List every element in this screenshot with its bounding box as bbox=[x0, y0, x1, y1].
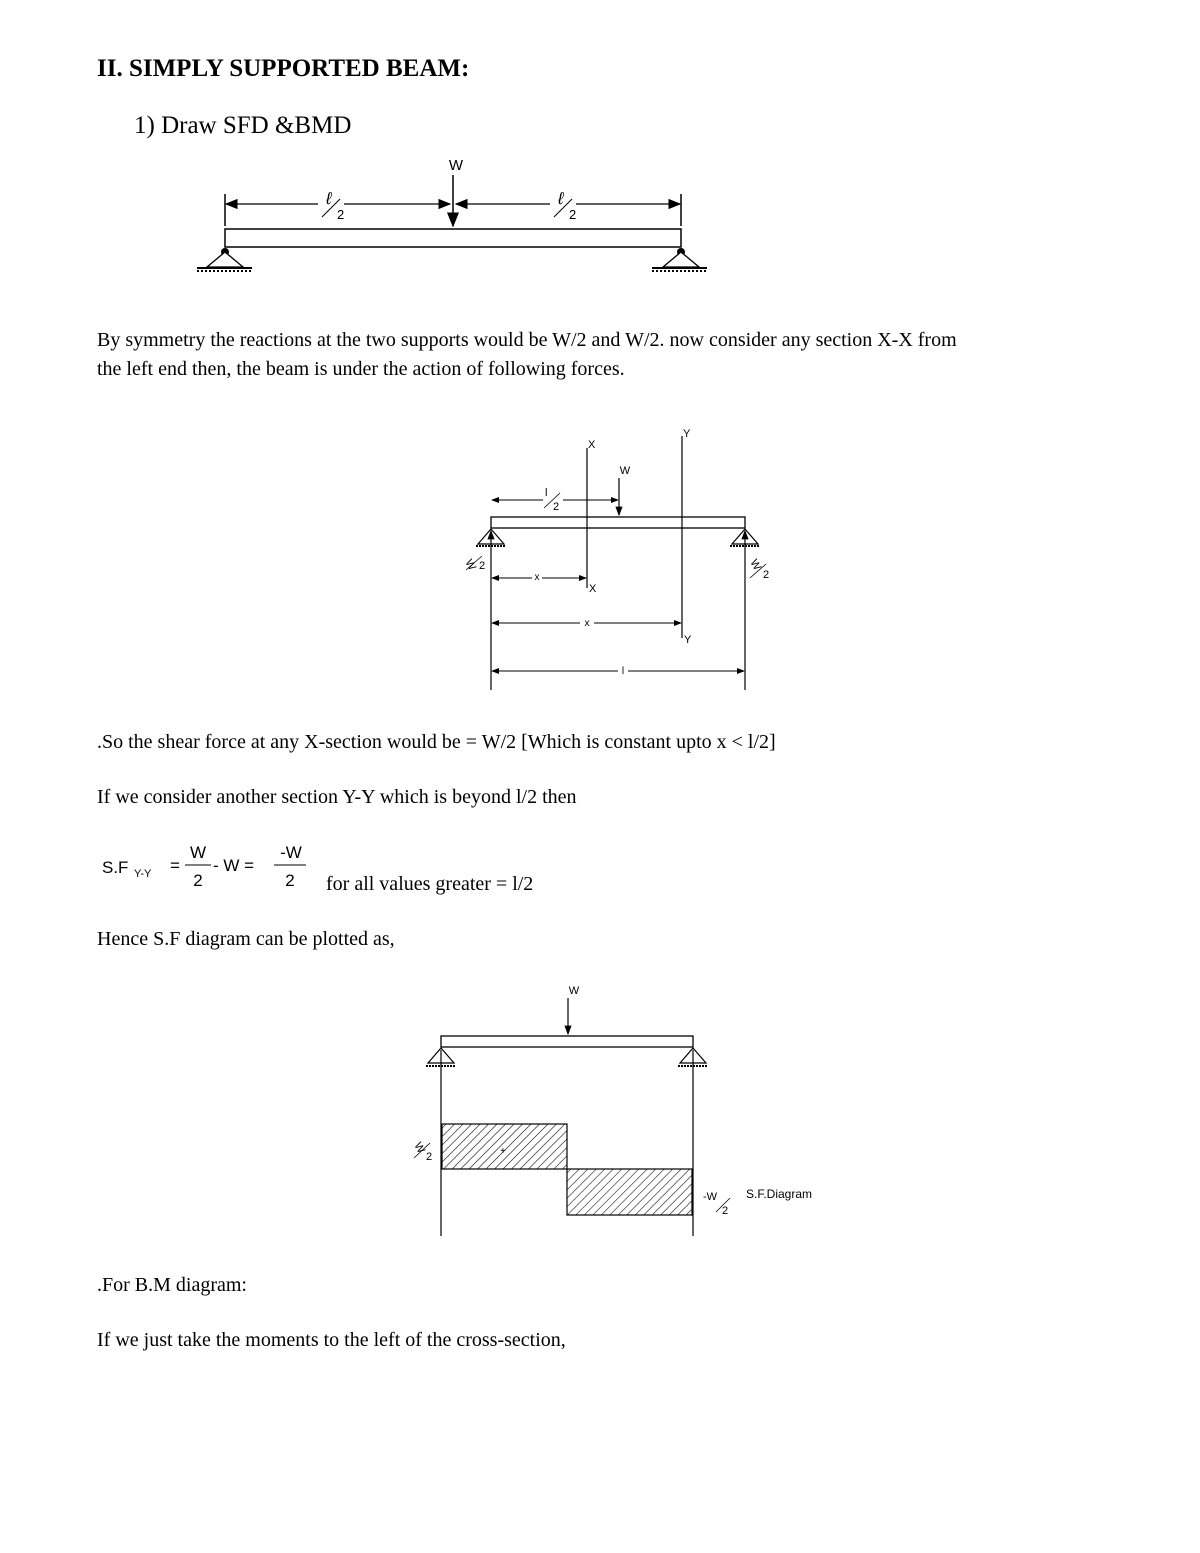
section-y-top: Y bbox=[683, 428, 691, 440]
left-reaction-num: W bbox=[462, 557, 478, 573]
half-span-num: l bbox=[545, 487, 548, 499]
bmd-intro: .For B.M diagram: bbox=[97, 1274, 247, 1296]
section-heading: II. SIMPLY SUPPORTED BEAM: bbox=[97, 55, 470, 82]
shear-statement: .So the shear force at any X-section would be = W/2 [Which is constant upto x < l/2] bbox=[97, 731, 776, 753]
paragraph-1-line-1: By symmetry the reactions at the two supports would be W/2 and W/2. now consider any section X-X from bbox=[97, 329, 957, 351]
half-span-den: 2 bbox=[553, 501, 560, 513]
eq-num2: -W bbox=[280, 843, 302, 862]
half-right-symbol: ℓ bbox=[558, 189, 564, 208]
sfd-caption: S.F.Diagram bbox=[746, 1187, 813, 1201]
eq-lhs: S.F bbox=[102, 858, 129, 877]
section-x-top: X bbox=[588, 439, 596, 451]
section-x-bottom: X bbox=[589, 583, 597, 595]
left-reaction-den: 2 bbox=[479, 560, 486, 572]
section-y-statement: If we consider another section Y-Y which is beyond l/2 then bbox=[97, 786, 577, 808]
beam-3 bbox=[441, 1036, 693, 1047]
dim-length-label: l bbox=[621, 666, 625, 677]
eq-minus-w: - W = bbox=[213, 856, 255, 875]
sfd-intro: Hence S.F diagram can be plotted as, bbox=[97, 928, 395, 950]
eq-den2: 2 bbox=[285, 871, 295, 890]
dim-x-label: x bbox=[534, 572, 540, 583]
half-right-denominator: 2 bbox=[569, 207, 577, 222]
sfd-pos-num: W bbox=[411, 1140, 427, 1156]
eq-den1: 2 bbox=[193, 871, 203, 890]
sfd-negative-block bbox=[567, 1169, 692, 1215]
half-left-denominator: 2 bbox=[337, 207, 345, 222]
load-label-2: W bbox=[619, 465, 631, 477]
right-reaction-num: W bbox=[747, 557, 763, 573]
sfd-pos-den: 2 bbox=[426, 1151, 433, 1163]
eq-subscript: Y-Y bbox=[134, 868, 152, 880]
load-label: W bbox=[448, 157, 464, 174]
half-left-symbol: ℓ bbox=[326, 189, 332, 208]
eq-num1: W bbox=[189, 843, 207, 862]
eq-condition: for all values greater = l/2 bbox=[326, 873, 534, 895]
eq-equals: = bbox=[170, 856, 180, 875]
paragraph-1-line-2: the left end then, the beam is under the action of following forces. bbox=[97, 358, 625, 380]
dim-x-y-label: x bbox=[584, 618, 590, 629]
sfd-plus-sign: + bbox=[500, 1146, 506, 1157]
moments-statement: If we just take the moments to the left of the cross-section, bbox=[97, 1329, 566, 1351]
sfd-neg-den: 2 bbox=[722, 1205, 729, 1217]
load-label-3: W bbox=[568, 985, 580, 997]
right-reaction-den: 2 bbox=[763, 569, 770, 581]
section-y-bottom: Y bbox=[684, 634, 692, 646]
problem-title: 1) Draw SFD &BMD bbox=[134, 112, 352, 139]
sfd-neg-label: -W bbox=[703, 1191, 718, 1203]
